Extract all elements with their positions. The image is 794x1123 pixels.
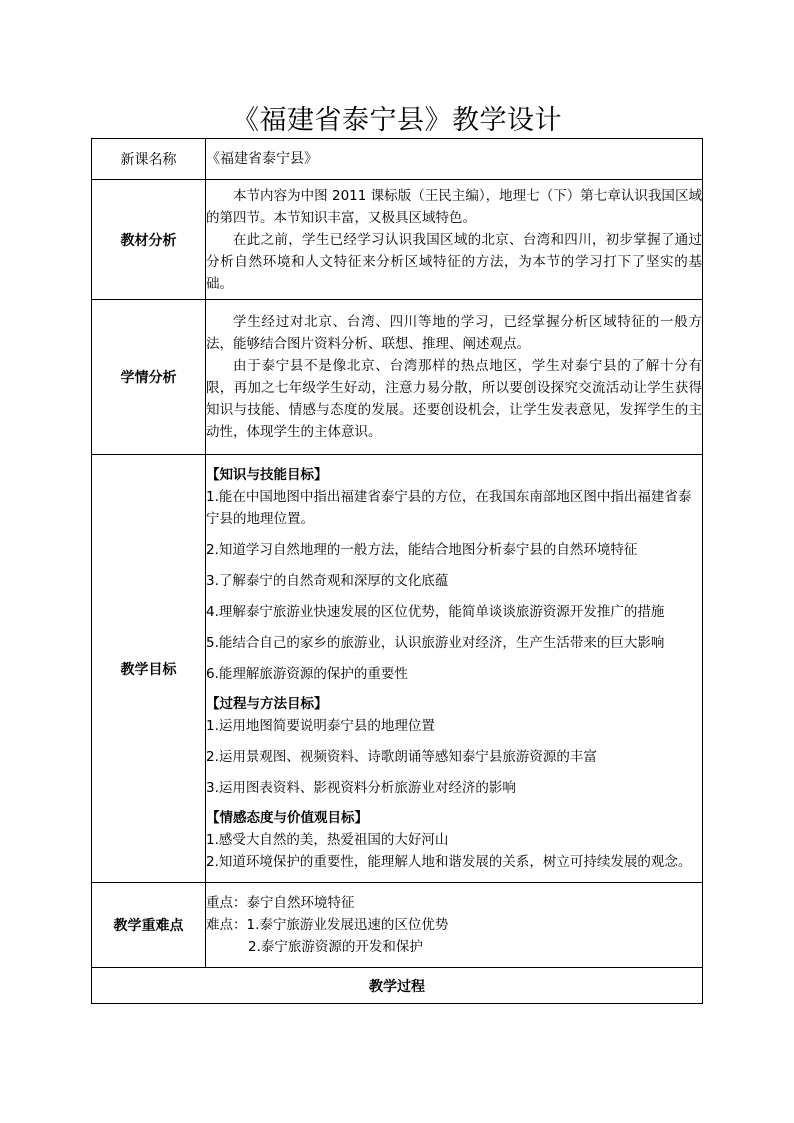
list-item: 6.能理解旅游资源的保护的重要性 [206, 666, 408, 682]
teaching-goals-cell [206, 455, 703, 883]
teaching-process-header: 教学过程 [92, 968, 703, 1004]
table-row [92, 455, 703, 883]
list-item: 2.知道学习自然地理的一般方法，能结合地图分析泰宁县的自然环境特征 [206, 542, 638, 558]
list-item: 4.理解泰宁旅游业快速发展的区位优势，能简单谈谈旅游资源开发推广的措施 [206, 604, 665, 620]
paragraph: 本节内容为中图 2011 课标版（王民主编），地理七（下）第七章认识我国区域的第四节。本节知识丰富，又极具区域特色。 [206, 187, 702, 226]
key-points-cell [206, 883, 703, 968]
paragraph: 在此之前，学生已经学习认识我国区域的北京、台湾和四川，初步掌握了通过分析自然环境和人文特征来分析区域特征的方法，为本节的学习打下了坚实的基础。 [206, 231, 702, 292]
lesson-plan-table [91, 138, 703, 1004]
list-item: 1.能在中国地图中指出福建省泰宁县的方位，在我国东南部地区图中指出福建省泰宁县的地理位置。 [206, 489, 692, 527]
list-item: 3.了解泰宁的自然奇观和深厚的文化底蕴 [206, 573, 449, 589]
student-analysis-cell [206, 300, 703, 455]
row-label: 教学重难点 [92, 883, 206, 968]
list-item: 1.运用地图简要说明泰宁县的地理位置 [206, 718, 435, 734]
section-heading: 【知识与技能目标】 [206, 467, 328, 483]
section-heading: 【情感态度与价值观目标】 [206, 810, 368, 826]
table-row [92, 139, 703, 180]
list-item: 3.运用图表资料、影视资料分析旅游业对经济的影响 [206, 780, 516, 796]
list-item: 2.运用景观图、视频资料、诗歌朗诵等感知泰宁县旅游资源的丰富 [206, 749, 597, 765]
list-item: 2.知道环境保护的重要性，能理解人地和谐发展的关系，树立可持续发展的观念。 [206, 854, 692, 870]
paragraph: 学生经过对北京、台湾、四川等地的学习，已经掌握分析区域特征的一般方法，能够结合图片资料分析、联想、推理、阐述观点。 [206, 314, 702, 352]
row-label: 教学目标 [92, 455, 206, 883]
row-label: 学情分析 [92, 300, 206, 455]
course-name-value: 《福建省泰宁县》 [206, 139, 703, 180]
list-item: 5.能结合自己的家乡的旅游业，认识旅游业对经济，生产生活带来的巨大影响 [206, 635, 665, 651]
row-label: 新课名称 [92, 139, 206, 180]
material-analysis-cell [206, 180, 703, 300]
page-title: 《福建省泰宁县》教学设计 [232, 105, 562, 136]
section-heading: 【过程与方法目标】 [206, 696, 328, 712]
list-item: 1.感受大自然的美，热爱祖国的大好河山 [206, 832, 449, 848]
key-point-difficulty-2: 2.泰宁旅游资源的开发和保护 [248, 939, 423, 955]
table-row [92, 968, 703, 1004]
table-row [92, 883, 703, 968]
row-label: 教材分析 [92, 180, 206, 300]
table-row [92, 300, 703, 455]
table-row [92, 180, 703, 300]
key-point-focus: 重点：泰宁自然环境特征 [206, 895, 355, 911]
paragraph: 由于泰宁县不是像北京、台湾那样的热点地区，学生对泰宁县的了解十分有限，再加之七年级学生好动，注意力易分散，所以要创设探究交流活动让学生获得知识与技能、情感与态度的发展。还要创设机会，让学生发表意见，发挥学生的主动性，体现学生的主体意识。 [206, 358, 702, 440]
key-point-difficulty: 难点：1.泰宁旅游业发展迅速的区位优势 [206, 917, 449, 933]
